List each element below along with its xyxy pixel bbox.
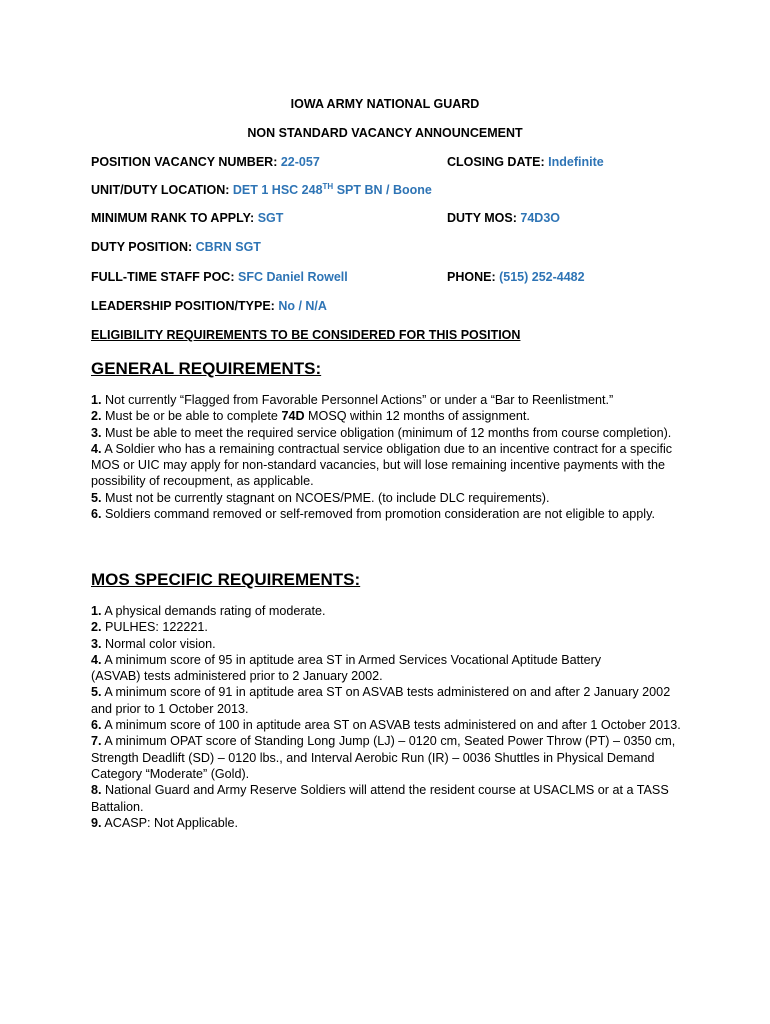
unit-label: UNIT/DUTY LOCATION: bbox=[91, 183, 230, 197]
leadership-label: LEADERSHIP POSITION/TYPE: bbox=[91, 299, 275, 313]
leadership-value: No / N/A bbox=[278, 299, 327, 313]
closing-date-row bbox=[447, 155, 604, 169]
list-item: 4. A Soldier who has a remaining contractual service obligation due to an incentive contract for a specific MOS or UIC may apply for non-standard vacancies, but will lose remaining incentive payments with the possibility of recoupment, as applicable. bbox=[91, 441, 673, 489]
pvn-value: 22-057 bbox=[280, 155, 320, 169]
list-item: 5. A minimum score of 91 in aptitude area ST on ASVAB tests administered on and after 2 January 2002 and prior to 1 October 2013. bbox=[91, 685, 671, 716]
mos-requirements-heading: MOS SPECIFIC REQUIREMENTS: bbox=[91, 570, 361, 589]
list-item: 9. ACASP: Not Applicable. bbox=[91, 815, 239, 830]
rank-value: SGT bbox=[257, 211, 284, 225]
list-item: 6. A minimum score of 100 in aptitude area ST on ASVAB tests administered on and after 1 October 2013. bbox=[91, 718, 681, 733]
phone-row bbox=[447, 270, 585, 284]
unit-value-b: SPT BN / Boone bbox=[336, 183, 432, 197]
unit-value-sup: TH bbox=[322, 181, 334, 191]
org-title: IOWA ARMY NATIONAL GUARD bbox=[290, 97, 480, 111]
list-item: 7. A minimum OPAT score of Standing Long Jump (LJ) – 0120 cm, Seated Power Throw (PT) – 0350 cm, Strength Deadlift (SD) – 0120 lbs., and Interval Aerobic Run (IR) – 0036 Shuttles in Physical Demand Category “Moderate” (Gold). bbox=[91, 734, 676, 781]
general-requirements-list bbox=[91, 392, 691, 522]
duty-position-label: DUTY POSITION: bbox=[91, 240, 193, 254]
poc-row bbox=[91, 270, 348, 284]
list-item: 3. Normal color vision. bbox=[91, 636, 216, 651]
duty-mos-value: 74D3O bbox=[520, 211, 561, 225]
list-item: 5. Must not be currently stagnant on NCOES/PME. (to include DLC requirements). bbox=[91, 490, 550, 505]
list-item: 2. PULHES: 122221. bbox=[91, 620, 208, 635]
poc-label: FULL-TIME STAFF POC: bbox=[91, 270, 235, 284]
closing-date-label: CLOSING DATE: bbox=[447, 155, 545, 169]
announcement-title: NON STANDARD VACANCY ANNOUNCEMENT bbox=[247, 126, 523, 140]
phone-value: (515) 252-4482 bbox=[499, 270, 585, 284]
duty-mos-label: DUTY MOS: bbox=[447, 211, 517, 225]
list-item: 4. A minimum score of 95 in aptitude area ST in Armed Services Vocational Aptitude Battery (ASVAB) tests administered prior to 2 January 2002. bbox=[91, 652, 602, 684]
unit-value bbox=[233, 183, 432, 197]
pvn-row bbox=[91, 155, 320, 169]
list-item: 1. Not currently “Flagged from Favorable Personnel Actions” or under a “Bar to Reenlistment.” bbox=[91, 393, 614, 407]
pvn-label: POSITION VACANCY NUMBER: bbox=[91, 155, 278, 169]
duty-position-row bbox=[91, 240, 261, 254]
mos-requirements-list bbox=[91, 603, 691, 831]
list-item: 2. Must be or be able to complete 74D MOSQ within 12 months of assignment. bbox=[91, 409, 530, 424]
leadership-row bbox=[91, 299, 327, 313]
rank-label: MINIMUM RANK TO APPLY: bbox=[91, 211, 255, 225]
rank-row bbox=[91, 211, 283, 225]
list-item: 1. A physical demands rating of moderate. bbox=[91, 604, 326, 618]
list-item: 3. Must be able to meet the required service obligation (minimum of 12 months from course completion). bbox=[91, 425, 672, 440]
list-item: 8. National Guard and Army Reserve Soldiers will attend the resident course at USACLMS or at a TASS Battalion. bbox=[91, 783, 669, 814]
eligibility-heading: ELIGIBILITY REQUIREMENTS TO BE CONSIDERED FOR THIS POSITION bbox=[91, 328, 521, 342]
duty-position-value: CBRN SGT bbox=[195, 240, 261, 254]
closing-date-value: Indefinite bbox=[548, 155, 604, 169]
unit-row bbox=[91, 183, 432, 197]
list-item: 6. Soldiers command removed or self-removed from promotion consideration are not eligible to apply. bbox=[91, 507, 655, 522]
duty-mos-row bbox=[447, 211, 560, 225]
general-requirements-heading: GENERAL REQUIREMENTS: bbox=[91, 359, 322, 378]
phone-label: PHONE: bbox=[447, 270, 496, 284]
poc-value: SFC Daniel Rowell bbox=[237, 270, 348, 284]
unit-value-a: DET 1 HSC 248 bbox=[232, 183, 323, 197]
